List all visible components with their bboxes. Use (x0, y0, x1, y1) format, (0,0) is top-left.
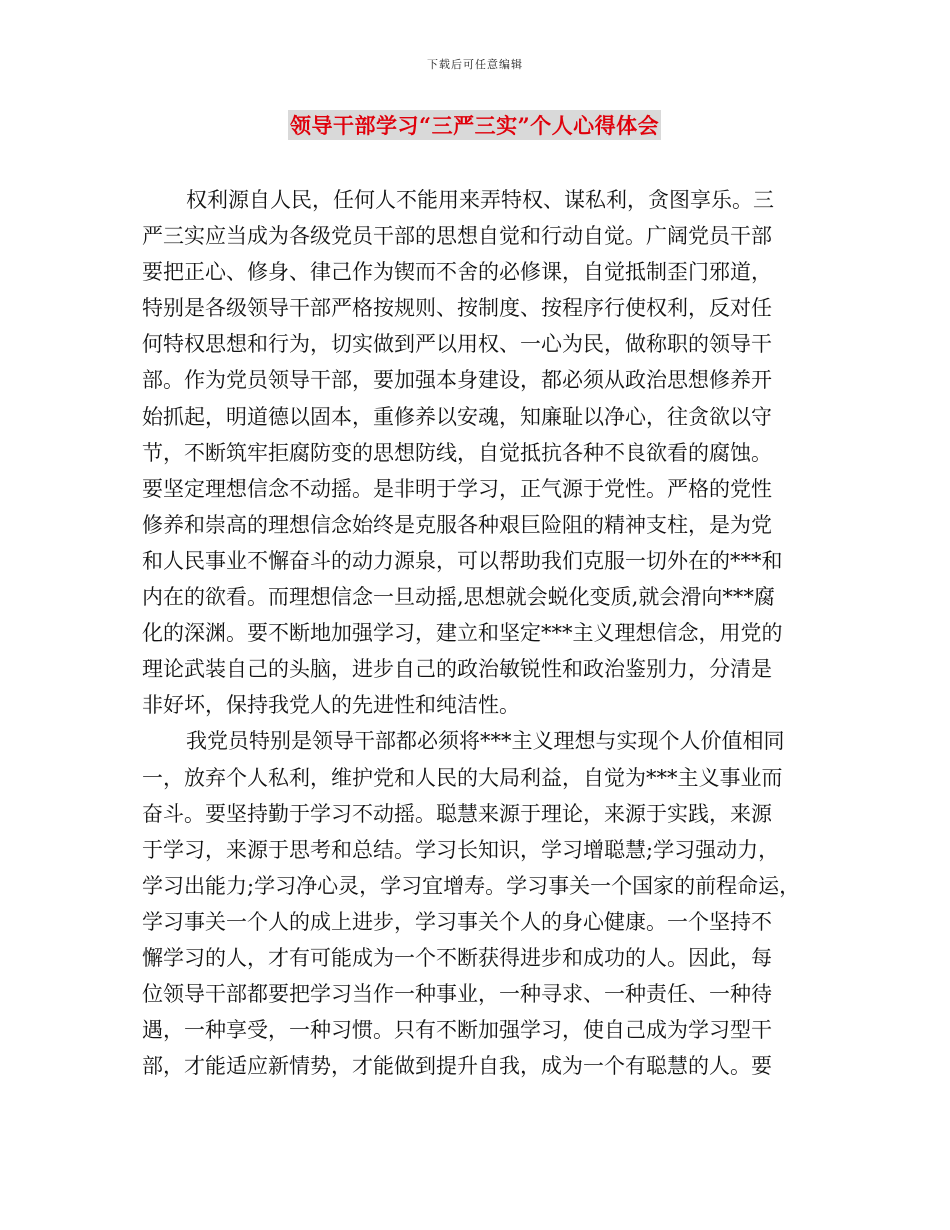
text-line: 特别是各级领导干部严格按规则、按制度、按程序行使权利，反对任 (142, 296, 772, 321)
paragraph-2 (142, 723, 802, 1084)
document-title: 领导干部学习“三严三实”个人心得体会 (290, 113, 660, 138)
text-line: 和人民事业不懈奋斗的动力源泉，可以帮助我们克服一切外在的***和 (142, 548, 783, 573)
text-line: 始抓起，明道德以固本，重修养以安魂，知廉耻以净心，往贪欲以守 (142, 404, 772, 429)
text-line: 节，不断筑牢拒腐防变的思想防线，自觉抵抗各种不良欲看的腐蚀。 (142, 440, 772, 465)
text-line: 于学习，来源于思考和总结。学习长知识，学习增聪慧;学习强动力， (142, 837, 780, 862)
text-line: 何特权思想和行为，切实做到严以用权、一心为民，做称职的领导干 (142, 332, 772, 357)
text-line: 要把正心、修身、律己作为锲而不舍的必修课，自觉抵制歪门邪道， (142, 260, 772, 285)
text-line: 理论武装自己的头脑，进步自己的政治敏锐性和政治鉴别力，分清是 (142, 657, 772, 682)
text-line: 遇，一种享受，一种习惯。只有不断加强学习，使自己成为学习型干 (142, 1018, 772, 1043)
text-line: 我党员特别是领导干部都必须将***主义理想与实现个人价值相同 (186, 729, 785, 754)
text-line: 内在的欲看。而理想信念一旦动摇,思想就会蜕化变质,就会滑向***腐 (142, 585, 775, 610)
text-line: 学习出能力;学习净心灵，学习宜增寿。学习事关一个国家的前程命运， (142, 873, 801, 898)
text-line: 修养和崇高的理想信念始终是克服各种艰巨险阻的精神支柱，是为党 (142, 512, 772, 537)
text-line: 化的深渊。要不断地加强学习，建立和坚定***主义理想信念，用党的 (142, 621, 783, 646)
text-line: 严三实应当成为各级党员干部的思想自觉和行动自觉。广阔党员干部 (142, 224, 772, 249)
text-line: 位领导干部都要把学习当作一种事业，一种寻求、一种责任、一种待 (142, 982, 772, 1007)
text-line: 非好坏，保持我党人的先进性和纯洁性。 (142, 693, 520, 718)
text-line: 一，放弃个人私利，维护党和人民的大局利益，自觉为***主义事业而 (142, 765, 783, 790)
text-line: 懈学习的人，才有可能成为一个不断获得进步和成功的人。因此，每 (142, 945, 772, 970)
text-line: 要坚定理想信念不动摇。是非明于学习，正气源于党性。严格的党性 (142, 476, 772, 501)
text-line: 学习事关一个人的成上进步，学习事关个人的身心健康。一个坚持不 (142, 909, 772, 934)
header-note: 下载后可任意编辑 (427, 58, 523, 71)
text-line: 部。作为党员领导干部，要加强本身建设，都必须从政治思想修养开 (142, 368, 772, 393)
text-line: 部，才能适应新情势，才能做到提升自我，成为一个有聪慧的人。要 (142, 1054, 772, 1079)
title-highlight (288, 110, 661, 140)
document-body (142, 182, 802, 1084)
text-line: 奋斗。要坚持勤于学习不动摇。聪慧来源于理论，来源于实践，来源 (142, 801, 772, 826)
text-line: 权利源自人民，任何人不能用来弄特权、谋私利，贪图享乐。三 (186, 188, 774, 212)
paragraph-1 (142, 182, 802, 723)
